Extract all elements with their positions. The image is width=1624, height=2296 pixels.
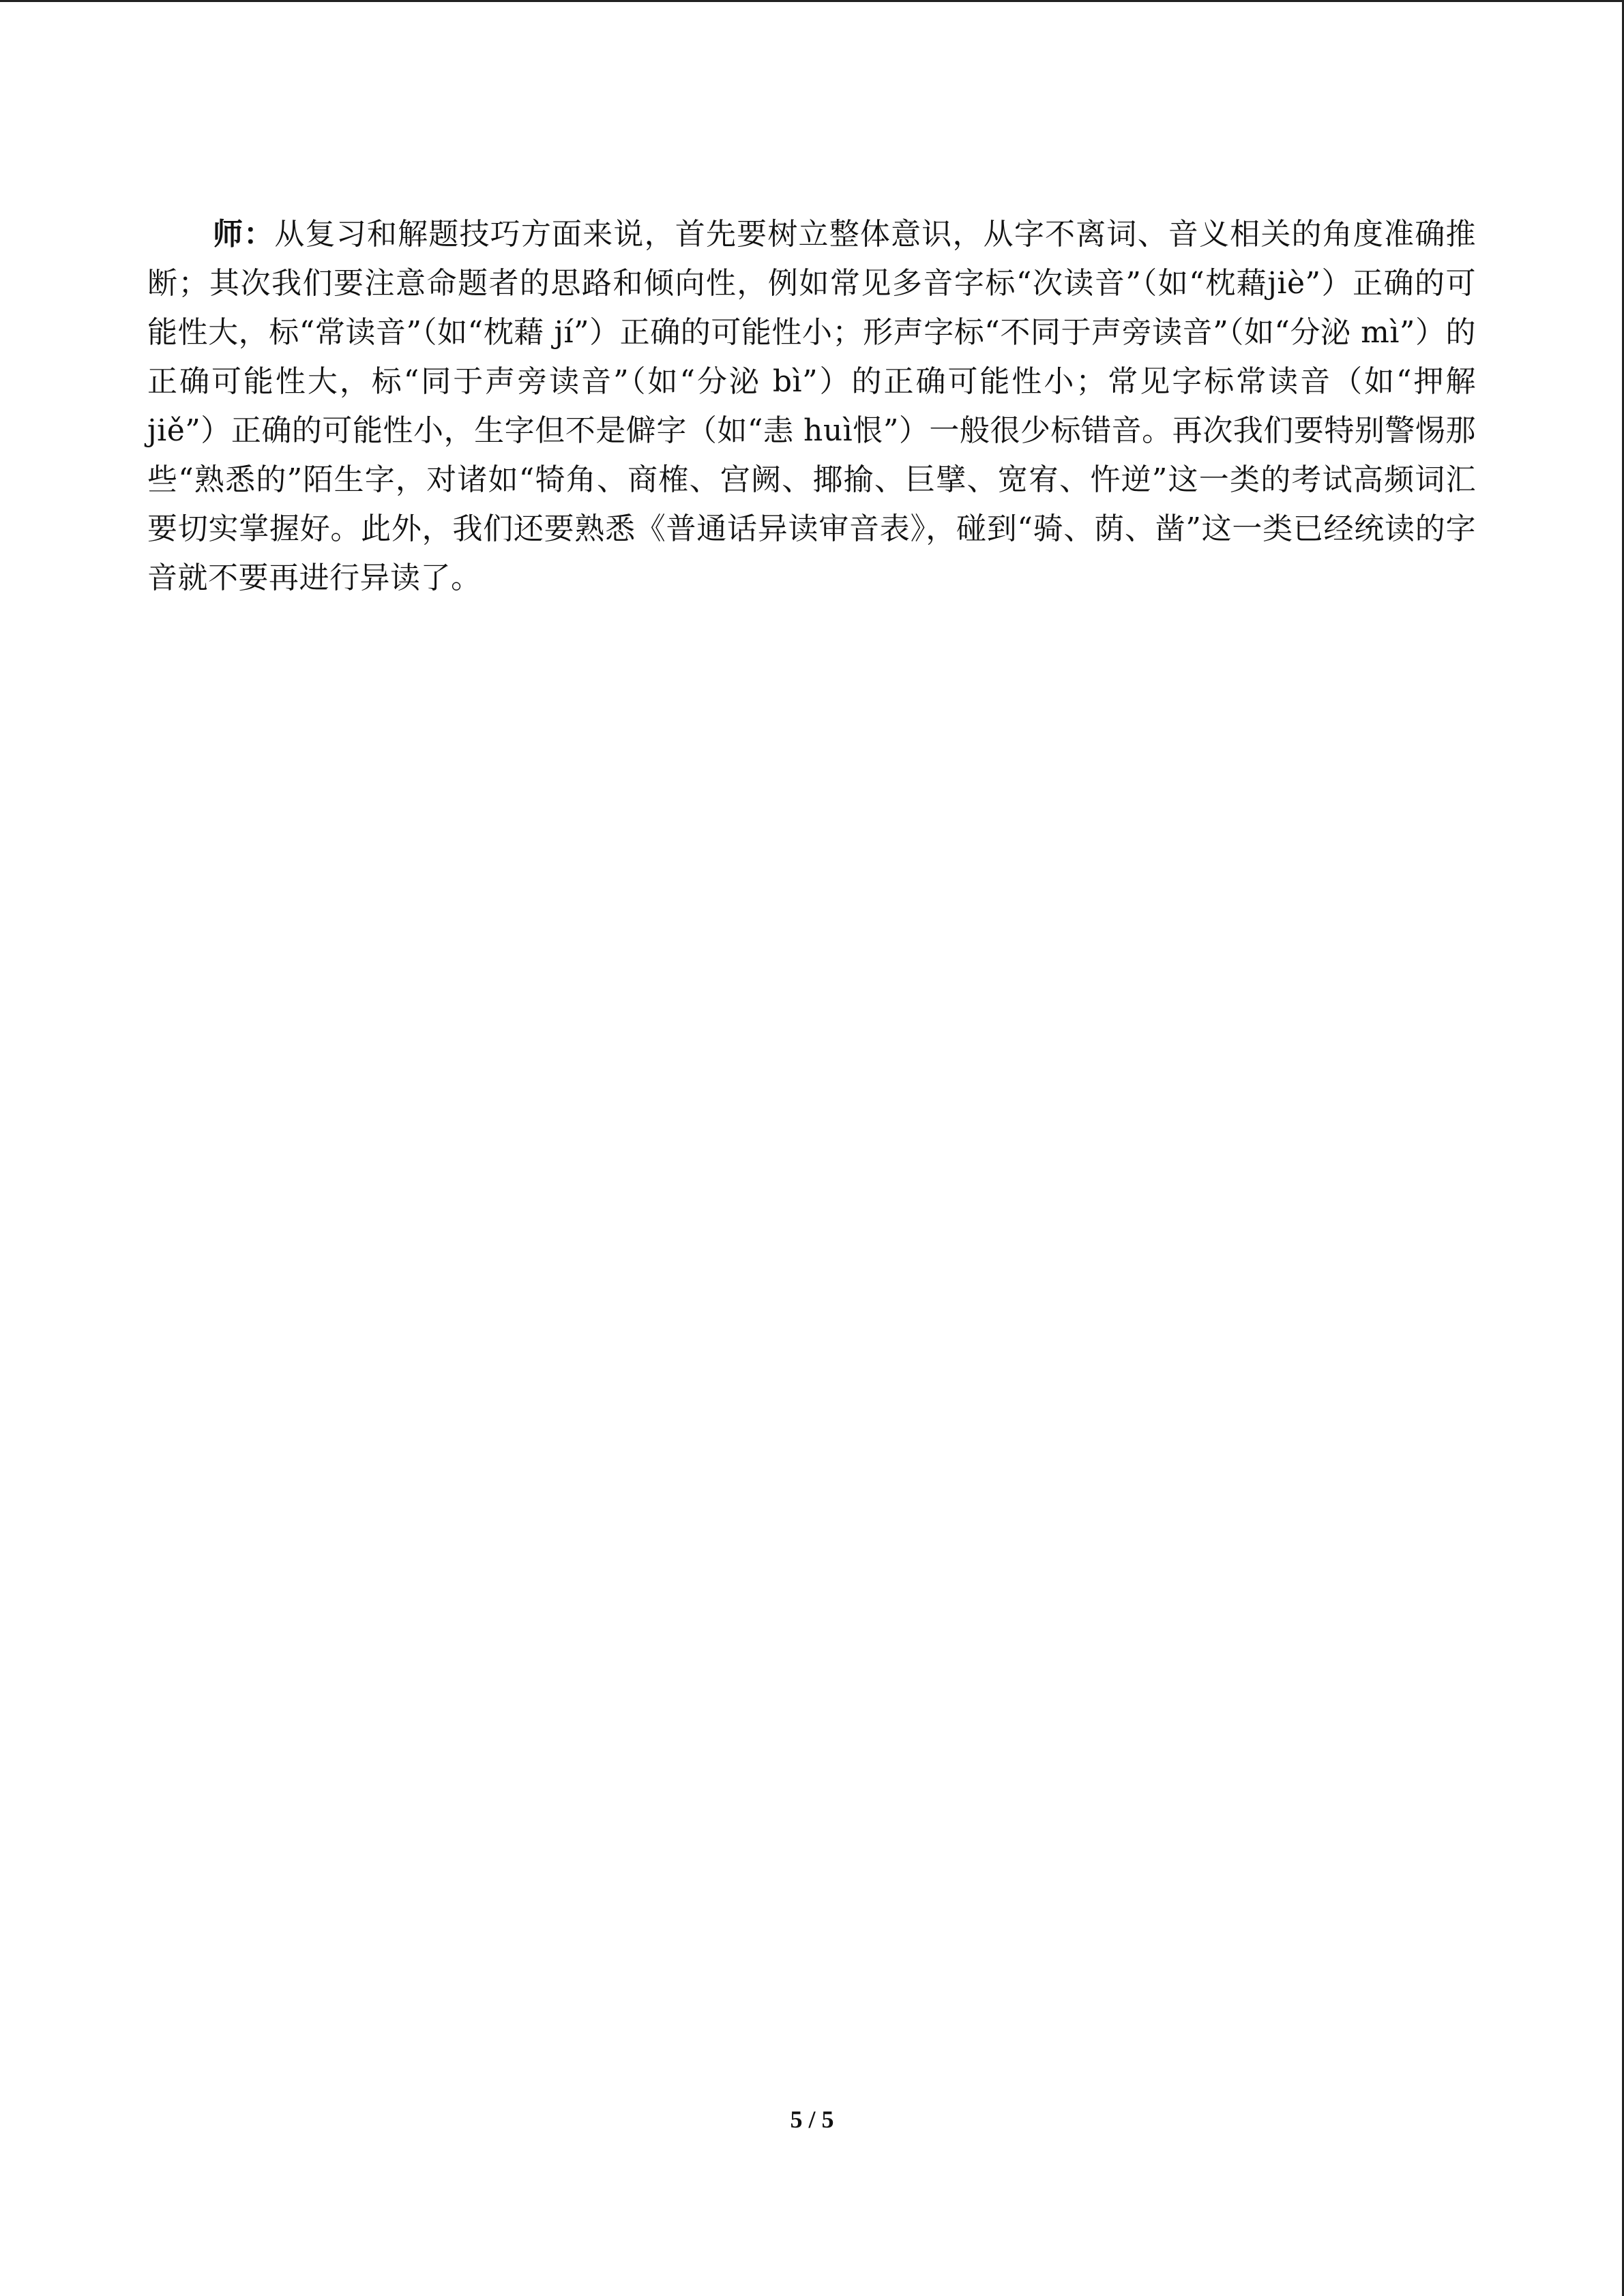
- document-body: [147, 210, 1476, 603]
- teacher-paragraph: [147, 210, 1476, 603]
- page-top-border: [0, 0, 1624, 2]
- page-number: 5 / 5: [790, 2106, 834, 2133]
- paragraph-text: 从复习和解题技巧方面来说，首先要树立整体意识，从字不离词、音义相关的角度准确推断；其次我们要注意命题者的思路和倾向性，例如常见多音字标“次读音”（如“枕藉jiè”）正确的可能性大，标“常读音”（如“枕藉 jí”）正确的可能性小；形声字标“不同于声旁读音”（如“分泌 mì”）的正确可能性大，标“同于声旁读音”（如“分泌 bì”）的正确可能性小；常见字标常读音（如“押解 jiě”）正确的可能性小，生字但不是僻字（如“恚 huì恨”）一般很少标错音。再次我们要特别警惕那些“熟悉的”陌生字，对诸如“犄角、商榷、宫阙、揶揄、巨擘、宽宥、忤逆”这一类的考试高频词汇要切实掌握好。此外，我们还要熟悉《普通话异读审音表》，碰到“骑、荫、凿”这一类已经统读的字音就不要再进行异读了。: [147, 217, 1476, 595]
- speaker-label: 师：: [213, 217, 275, 252]
